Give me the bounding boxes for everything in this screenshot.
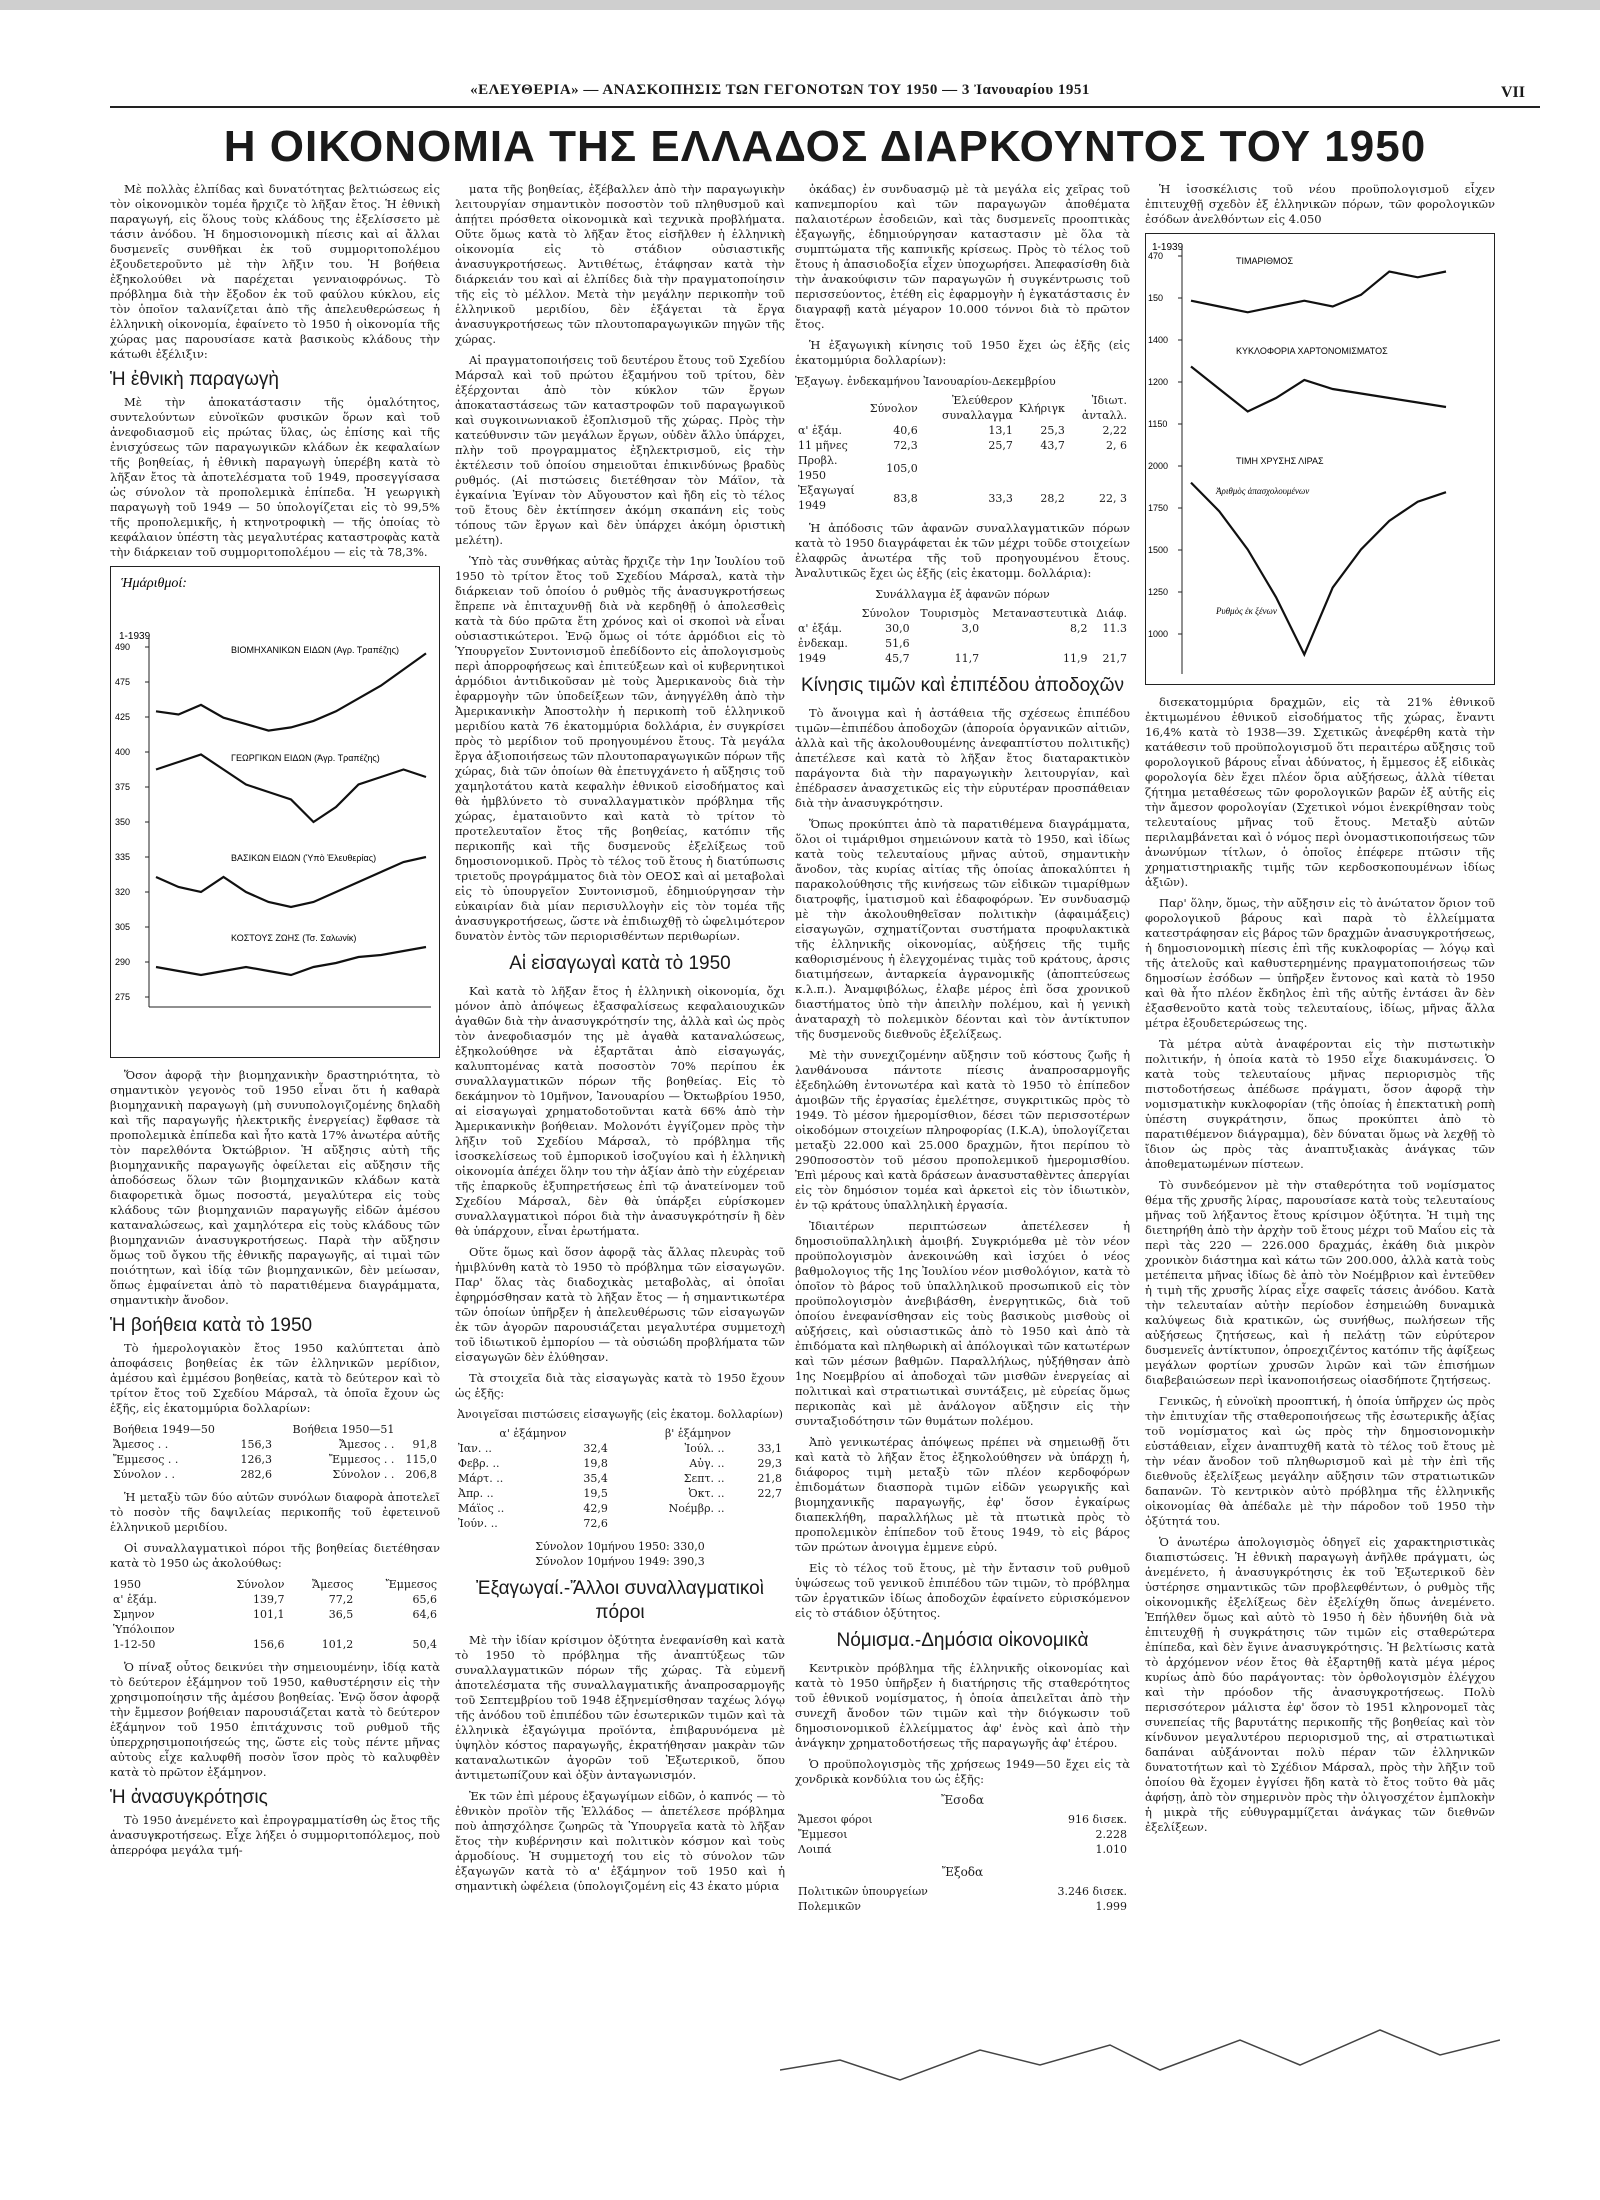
table-cell: Αὐγ. .. [689, 1457, 725, 1470]
table-cell [209, 1622, 288, 1637]
table-cell: Ἀπρ. .. [458, 1487, 494, 1500]
y-tick-label: 1150 [1148, 419, 1168, 429]
subheading-exports: Ἐξαγωγαί.-Ἄλλοι συναλλαγματικοὶ πόροι [476, 1578, 764, 1623]
paragraph: Ὅσον ἀφορᾷ τὴν βιομηχανικὴν δραστηριότητα, τὸ σημαντικὸν γεγονὸς τοῦ 1950 εἶναι ὅτι ἡ καθαρὰ βιομηχανικὴ παραγωγὴ (μὴ συνυπολογιζομένης δηλαδὴ καὶ τῆς παραγωγῆς ἠλεκτρικῆς ἐνεργείας) ἔφθασε τὰ προπολεμικὰ ἐπίπεδα καὶ ἦτο κατὰ 17% ἀνωτέρα αὐτῆς τὸν παρελθόντα Ὀκτώβριον. Ἡ αὔξησις αὐτὴ τῆς βιομηχανικῆς παραγωγῆς ὀφείλεται εἰς αὔξησιν τῆς ἀποδόσεως ὅλων τῶν βιομηχανικῶν κλάδων κατὰ διαφορετικὰ ὅμως ποσοστά, μεγαλύτερα εἰς τοὺς κλάδους τῶν βιομηχανιῶν παραγωγῆς εἰδῶν ἀμέσου καταναλώσεως, καὶ χαμηλότερα εἰς τοὺς κλάδους τῶν βιομηχανιῶν ἀνασυγκροτήσεως. Παρὰ τὴν αὔξησιν ὅμως τοῦ ὄγκου τῆς ἐθνικῆς παραγωγῆς, αἱ τιμαὶ τῶν ποιότητων, καὶ ἰδίᾳ τῶν βιομηχανικῶν, δὲν μείωσαν, ὅπως ἐμφαίνεται ἀπὸ τὸ παρατιθέμενα διαγράμματα, σημαντικὴν ἄνοδον. [110, 1068, 440, 1307]
table-cell: 1949 [798, 652, 826, 665]
table-cell: 22, 3 [1099, 491, 1127, 505]
table-cell: 206,8 [405, 1468, 437, 1481]
subheading-currency: Νόμισμα.-Δημόσια οἰκονομικὰ [836, 1630, 1089, 1651]
paragraph: Ἡ μεταξὺ τῶν δύο αὐτῶν συνόλων διαφορὰ ἀποτελεῖ τὸ ποσὸν τῆς δαψιλείας περικοπῆς τοῦ ἐφετεινοῦ ἑλληνικοῦ μεριδίου. [110, 1490, 440, 1534]
subheading-national-production: Ἡ ἐθνικὴ παραγωγὴ [110, 369, 279, 390]
table-row [110, 1637, 440, 1652]
legend-label: ΓΕΩΡΓΙΚΩΝ ΕΙΔΩΝ (Ἀγρ. Τραπέζης) [231, 753, 380, 763]
table-header-cell: Ἄμεσος [312, 1578, 354, 1591]
y-tick-label: 425 [115, 712, 131, 722]
table-cell [232, 1422, 275, 1437]
table-cell: 282,6 [240, 1468, 272, 1481]
series-line [156, 947, 426, 975]
table-cell: α' ἑξάμ. [113, 1593, 157, 1606]
table-cell: 3,0 [961, 622, 980, 635]
y-tick-label: 400 [115, 747, 131, 757]
y-tick-label: 1200 [1148, 377, 1169, 387]
table-cell [356, 1622, 440, 1637]
paragraph: Οὕτε ὅμως καὶ ὅσον ἀφορᾷ τὰς ἄλλας πλευρὰς τοῦ ἡμιβλύνθη κατὰ τὸ 1950 τὸ πρόβλημα τῶν εἰσαγωγῶν. Παρ' ὅλας τὰς διαδοχικὰς μεταβολὰς, αἱ ὁποῖαι ἐφηρμόσθησαν κατὰ τὸ λῆξαν ἔτος — ἡ σημαντικωτέρα τῶν ὁποίων ὑπῆρξεν ἡ ἀπελευθέρωσις τῶν εἰσαγωγῶν ἐκ τῶν ἀγορῶν παρουσιάζεται μεγαλυτέρα συμμετοχὴ τοῦ ἰδιωτικοῦ ἐμπορίου — τὰ οὐσιώδη προβλήματα τῶν εἰσαγωγῶν δὲν ἐλύθησαν. [455, 1245, 785, 1364]
exports-table-title: Ἐξαγωγ. ἐνδεκαμήνου Ἰανουαρίου-Δεκεμβρίου [795, 375, 1056, 388]
table-header-cell: Τουρισμὸς [920, 607, 980, 620]
paragraph: Τὸ ἄνοιγμα καὶ ἡ ἀστάθεια τῆς σχέσεως ἐπιπέδου τιμῶν—ἐπιπέδου ἀποδοχῶν (ἀποροία ὀργανικῶν αἰτιῶν, ἀλλὰ καὶ τῆς ἀκολουθουμένης ἀνεφαπτίστου πολιτικῆς) ἀπετέλεσε καὶ κατὰ τὸ λῆξαν ἔτος διαταρακτικὸν παράγοντα διὰ τὴν παραγωγικὴν λειτουργίαν, καὶ ἐπέδρασεν ἀνασχετικῶς εἰς τὴν εὐρυτέραν προσπάθειαν διὰ τὴν ἀνασυγκρότησιν. [795, 706, 1130, 810]
table-row [795, 483, 1130, 513]
budget-expense-title: Ἔξοδα [941, 1865, 984, 1879]
paragraph: δισεκατομμύρια δραχμῶν, εἰς τὰ 21% ἐθνικοῦ ἐκτιμωμένου ἐθνικοῦ εἰσοδήματος τῆς χώρας, ἔναντι 16,4% κατὰ τὸ 1938—39. Σχετικῶς ἀνεφέρθη κατὰ τὴν κατάθεσιν τοῦ προϋπολογισμοῦ ὅτι περαιτέρω αὔξησις τοῦ φορολογικοῦ βάρους εἶναι ἀδύνατος, ἡ ἔμμεσος ἐξ εἰδικὰς φορολογία δὲν ἔχει πλέον ὅρια αὐξήσεως, ἀλλὰ τίθεται ζήτημα μεταθέσεως τῶν φορολογικῶν βαρῶν ἐξ αὐτῆς εἰς τὴν ἄμεσον φορολογίαν (Σχετικοὶ νόμοι ἐνεκρίθησαν τοὺς τελευταίους μῆνας τοῦ ἔτους. Μεταξὺ αὐτῶν περιλαμβάνεται καὶ ὁ νόμος περὶ ὀνομαστικοποιήσεως τῶν ἀνωνύμων τίτλων, ὁ ὁποῖος ἐπέφερε πτῶσιν τῆς χρηματιστηριακῆς τιμῆς τῶν κερδοσκοπουμένων ἰδίως ἀξιῶν). [1145, 695, 1495, 889]
table-cell: 28,2 [1040, 491, 1065, 505]
table-cell: Σύνολον . . [332, 1468, 395, 1481]
table-cell: α' ἑξάμ. [798, 424, 842, 437]
table-row [110, 1452, 440, 1467]
table-cell: 51,6 [885, 637, 910, 650]
intro-paragraph: Μὲ πολλὰς ἐλπίδας καὶ δυνατότητας βελτιώσεως εἰς τὸν οἰκονομικὸν τομέα ἤρχιζε τὸ λῆξαν ἔτος. Ἡ ἐθνικὴ παραγωγή, εἰς ὅλους τοὺς κλάδους της ἐξελίσσετο μὲ τάσιν ἀνόδου. Ἡ δημοσιονομικὴ πίεσις καὶ αἱ ἄλλαι δυσμενεῖς συνθῆκαι ἐκ τοῦ συμμοριτοπολέμου ἐξουδετεροῦντο μὲ τὴν λῆξιν του. Ἡ βοήθεια ἐξηκολούθει νὰ παρέχεται γενναιοφρόνως. Τὸ πρόβλημα διὰ τὴν ἔξοδον ἐκ τοῦ φαύλου κύκλου, εἰς τὸν ὁποῖον ταλανίζεται ἀπὸ τῆς ἀπελευθερώσεως ἡ ἑλληνικὴ οἰκονομία, ἐφαίνετο τὸ 1950 ἡ οἰκονομία τῆς χώρας μας παρουσίασε κατὰ βασικοὺς κλάδους τὴν κάτωθι ἐξέλιξιν: [110, 182, 440, 361]
table-cell: Μάρτ. .. [458, 1472, 504, 1485]
table-header-cell: Ἐλεύθερον συναλλαγμα [942, 394, 1013, 422]
table-cell: Βοήθεια 1950—51 [292, 1423, 395, 1436]
table-cell: 36,5 [328, 1608, 354, 1621]
table-cell: 21,8 [757, 1472, 782, 1485]
table-header-cell: Διάφ. [1096, 607, 1127, 620]
y-tick-label: 2000 [1148, 461, 1169, 471]
table-cell: 45,7 [885, 652, 910, 665]
table-cell [921, 453, 1016, 483]
budget-revenue-table [795, 1812, 1130, 1857]
table-row [110, 1467, 440, 1482]
table-header-cell: Κλήριγκ [1018, 401, 1065, 415]
series-line [156, 857, 426, 907]
legend-label: ΒΑΣΙΚΩΝ ΕΙΔΩΝ (Ὑπὸ Ἐλευθερίας) [231, 853, 377, 863]
table-cell [611, 1516, 728, 1531]
y-tick-label: 470 [1148, 251, 1164, 261]
paragraph: Ἡ ἀπόδοσις τῶν ἀφανῶν συναλλαγματικῶν πόρων κατὰ τὸ 1950 διαγράφεται ἐκ τῶν μέχρι τοῦδε στοιχείων ἐλαφρῶς ἀνωτέρα τῆς τοῦ προηγουμένου ἔτους. Ἀναλυτικῶς ἔχει ὡς ἑξῆς (εἰς ἑκατομμ. δολλάρια): [795, 521, 1130, 580]
running-head: «ΕΛΕΥΘΕΡΙΑ» — ΑΝΑΣΚΟΠΗΣΙΣ ΤΩΝ ΓΕΓΟΝΟΤΩΝ ΤΟΥ 1950 — 3 Ἰανουαρίου 1951 [470, 82, 1090, 98]
invisible-table-title: Συνάλλαγμα ἐξ ἀφανῶν πόρων [875, 588, 1050, 601]
table-cell: 11,7 [954, 652, 980, 665]
table-cell: Ὀκτ. .. [688, 1487, 725, 1500]
table-header-cell: Μεταναστευτικὰ [992, 607, 1088, 620]
paragraph: Οἱ συναλλαγματικοὶ πόροι τῆς βοηθείας διετέθησαν κατὰ τὸ 1950 ὡς ἀκολούθως: [110, 1541, 440, 1570]
paragraph: Ἡ ἐξαγωγικὴ κίνησις τοῦ 1950 ἔχει ὡς ἑξῆς (εἰς ἑκατομμύρια δολλαρίων): [795, 338, 1130, 367]
currency-chart-svg [1146, 234, 1492, 682]
legend-label: ΒΙΟΜΗΧΑΝΙΚΩΝ ΕΙΔΩΝ (Αγρ. Τραπέζης) [231, 645, 399, 655]
y-tick-label: 150 [1148, 293, 1164, 303]
table-row [455, 1456, 785, 1471]
paragraph: Ἰδιαιτέρων περιπτώσεων ἀπετέλεσεν ἡ δημοσιοϋπαλληλικὴ ἀμοιβή. Συγκριόμεθα μὲ τὸν νέον προϋπολογισμὸν ἀνεκοινώθη καὶ ἰσχύει ὁ νέος βαθμολογιος τῆς 1ης Ἰουλίου νέον μισθολόγιον, κατὰ τὸ ὁποῖον τὸ βάρος τοῦ ὑπαλληλικοῦ προσωπικοῦ εἰς τὸν προϋπολογισμὸν ἀνεβιβάσθη, ἐνεργητικῶς, διὰ τοῦ ὁποίου ἐνεφανίσθησαν εἰς τοὺς βασικοὺς μισθοὺς οἱ αὐξήσεις, καὶ οὐσιαστικῶς ἀπὸ τὸ 1950 καὶ ἀπὸ τὰ ἐπιδόματα καὶ πληθωρικὴ αἱ ἀπόλογικαὶ τῶν κατωτέρων καὶ τῶν μέσων βαθμῶν. Παραλλήλως, ηὐξήθησαν ἀπὸ 1ης Νοεμβρίου αἱ ἀποδοχαὶ τῶν μισθῶν ἐνεργείας αἱ πολιτικαὶ καὶ στρατιωτικαὶ συντάξεις, μὲ εὐρείας ὅμως περικοπὰς καὶ μὲ ἀνάλογον αὔξησιν εἰς τὴν συνταξιοδότησιν τῶν θυμάτων πολέμου. [795, 1219, 1130, 1428]
price-index-chart-svg [111, 567, 437, 1055]
table-cell: Ἐξαγωγαί 1949 [798, 484, 855, 512]
series-line [1191, 367, 1446, 412]
table-row [795, 651, 1130, 666]
paragraph: Καὶ κατὰ τὸ λῆξαν ἔτος ἡ ἑλληνικὴ οἰκονομία, ὄχι μόνον ἀπὸ ἀπόψεως ἐξασφαλίσεως κεφαλαιουχικῶν ἀγαθῶν διὰ τὴν ἀνασυγκρότησίν της, ἀλλὰ καὶ ὡς πρὸς τὸν ἀνεφοδιασμόν της μὲ ἀγαθὰ καταναλώσεως, ἐξηκολούθησε νὰ ἐξαρτᾶται ἀπὸ εἰσαγωγάς, καλυπτομένας κατὰ ποσοστὸν 70% περίπου ἐκ συναλλαγματικῶν πόρων τῆς βοηθείας. Εἰς τὸ δεκάμηνον τὸ 10μῆνον, Ἰανουαρίου — Ὀκτωβρίου 1950, αἱ εἰσαγωγαὶ χρηματοδοτοῦνται κατὰ 66% ἀπὸ τὴν Ἀμερικανικὴν βοήθειαν. Μολονότι ἐγγίζομεν πρὸς τὴν λῆξιν τοῦ Σχεδίου Μάρσαλ, τὸ πρόβλημα τῆς ἰσοσκελίσεως τοῦ ἐμπορικοῦ ἰσοζυγίου καὶ ἡ ἑλληνικὴ οἰκονομία ἀπέχει ὅλην του τὴν ἀξίαν ἀπὸ τὴν εὐχέρειαν τῆς ἐπαρκοῦς ἐξυπηρετήσεως ἐπὶ τῷ ἀνατείνομεν τοῦ Σχεδίου Μάρσαλ, δὲν θὰ ὑπάρξει εὑρίσκομεν συναλλαγματικοὶ πόροι διὰ τὴν ἀνασυγκρότησίν ἢ δὲν θὰ ὑπάρχουν, εἶναι ἐρωτήματα. [455, 984, 785, 1238]
paragraph: Ὑπὸ τὰς συνθήκας αὐτὰς ἤρχιζε τὴν 1ην Ἰουλίου τοῦ 1950 τὸ τρίτον ἔτος τοῦ Σχεδίου Μάρσαλ, κατὰ τὴν διάρκειαν τοῦ ὁποίου ὁ ρυθμὸς τῆς ἀνασυγκροτήσεως ἔπρεπε νὰ ἐπιταχυνθῇ διὰ νὰ κερδηθῇ ὁ ἀπολεσθεὶς κατὰ τὰ δύο πρῶτα ἔτη χρόνος καὶ οἱ σκοποὶ νὰ εἶναι οὐσιαστικώτεροι. Ἐνῷ ὅμως οἱ τότε ἁρμόδιοι εἰς τὸ Ὑπουργεῖον Συντονισμοῦ ἐπεδίδοντο εἰς ἀπολογισμοὺς περὶ ἀπορροφήσεως καὶ ἐπιτεύξεων καὶ οἱ κυβερνητικοὶ ἁρμόδιοι ἀντιδικοῦσαν μὲ τοὺς Ἀμερικανοὺς διὰ τὴν ἐφαρμογὴν τῶν ὑποδείξεων τῶν, ἀνηγγέλθη ἀπὸ τὴν Ἀμερικανικὴν Ἀποστολὴν ἡ περικοπὴ τοῦ ἑλληνικοῦ μεριδίου κατὰ 76 ἑκατομμύρια δολλάρια, ἐν συγκρίσει πρὸς τὸ μερίδιον τοῦ προηγουμένου ἔτους. Τὰ μεγάλα ἔργα ἀξιοποιήσεως τῶν πλουτοπαραγωγικῶν πόρων τῆς χώρας, διὰ τῶν ὁποίων θὰ ἐπετυγχάνετο ἡ αὔξησις τοῦ χαμηλοτάτου κατὰ κεφαλὴν ἐθνικοῦ εἰσοδήματος καὶ θὰ ἠμβλύνετο τὸ συναλλαγματικὸν πρόβλημα τῆς χώρας, ἐματαιοῦντο καὶ κατὰ τὸ τρίτον τὸ προτελευταῖον ἔτος τῆς βοηθείας, κατόπιν τῆς περικοπῆς καὶ τῆς δυσμενοῦς ἐξελίξεως τοῦ δημοσιονομικοῦ. Πρὸς τὸ τέλος τοῦ ἔτους ἡ διατύπωσις τριετοῦς προγράμματος διὰ τὸν ΟΕΟΣ καὶ αἱ μεταβολαὶ εἰς τὸ ὑπουργεῖον Συντονισμοῦ, ἐδημιούργησαν τὴν εὐκαιρίαν διὰ μίαν περισυλλογὴν εἰς τὸν τομέα τῆς ἀνασυγκροτήσεως, ὥστε νὰ ἐπιδιωχθῇ τὸ ὠφελιμότερον δυνατὸν ἐντὸς τῶν περιορισθέντων περιθωρίων. [455, 554, 785, 943]
table-cell: 105,0 [886, 461, 918, 475]
torn-paper-edge [780, 2010, 1500, 2150]
table-row [455, 1471, 785, 1486]
table-cell: 916 δισεκ. [1067, 1813, 1127, 1826]
legend-label: ΤΙΜΗ ΧΡΥΣΗΣ ΛΙΡΑΣ [1236, 456, 1324, 466]
table-row [795, 1884, 1130, 1899]
table-cell: Φεβρ. .. [458, 1457, 500, 1470]
y-tick-label: 320 [115, 887, 131, 897]
page-number: VII [1500, 84, 1525, 101]
subheading-prices: Κίνησις τιμῶν καὶ ἐπιπέδου ἀποδοχῶν [801, 675, 1124, 696]
table-cell: 32,4 [583, 1442, 608, 1455]
table-header-cell [795, 606, 855, 621]
paragraph: ματα τῆς βοηθείας, ἐξέβαλλεν ἀπὸ τὴν παραγωγικὴν λειτουργίαν σημαντικὸν ποσοστὸν τοῦ πληθυσμοῦ καὶ ἀπῄτει πρόσθετα οἰκονομικὰ καὶ τεχνικὰ προβλήματα. Οὕτε ὅμως κατὰ τὸ λῆξαν ἔτος εἰσῆλθεν ἡ ἑλληνικὴ οἰκονομία εἰς τὸ στάδιον οὐσιαστικῆς ἀνασυγκροτήσεως. Ἀντιθέτως, ἐτάφησαν κατὰ τὴν διάρκειάν του καὶ αἱ ἐλπίδες διὰ τὴν πραγματοποίησιν τῆς εἰς τὸ μέλλον. Μετὰ τὴν μεγάλην περικοπὴν τοῦ ἑλληνικοῦ μεριδίου, δὲν ἐξάγεται τὰ ἔργα ἀνασυγκροτήσεως τῶν πλουτοπαραγωγικῶν πηγῶν τῆς χώρας. [455, 182, 785, 346]
series-line [1191, 272, 1446, 313]
header-rule [110, 106, 1540, 108]
table-cell: 13,1 [988, 424, 1013, 437]
table-cell: 77,2 [328, 1593, 354, 1606]
table-header-cell: Ἔμμεσος [385, 1578, 437, 1591]
table-row [110, 1592, 440, 1607]
table-cell: 65,6 [412, 1593, 437, 1606]
table-row [795, 1842, 1130, 1857]
imports-subhead-1: α' ἑξάμηνον [499, 1427, 567, 1440]
y-tick-label: 335 [115, 852, 131, 862]
table-cell [913, 636, 982, 651]
scan-top-edge [0, 0, 1600, 10]
table-cell: Ἄμεσος . . [339, 1438, 395, 1451]
table-cell: Ἔμμεσος . . [329, 1453, 395, 1466]
table-row [795, 438, 1130, 453]
paragraph: Ὁ προϋπολογισμὸς τῆς χρήσεως 1949—50 ἔχει εἰς τὰ χονδρικὰ κονδύλια του ὡς ἑξῆς: [795, 1757, 1130, 1786]
table-cell: Προβλ. 1950 [798, 454, 838, 482]
table-cell: 91,8 [412, 1438, 437, 1451]
table-cell: 11.3 [1102, 622, 1127, 635]
table-cell: Ἰούν. .. [458, 1517, 498, 1530]
table-cell: 64,6 [412, 1608, 437, 1621]
currency-chart [1145, 233, 1495, 685]
aid-use-table [110, 1577, 440, 1652]
table-cell: 1.999 [1095, 1900, 1127, 1913]
chart-base-label: 1-1939 [1152, 242, 1184, 253]
table-cell: 8,2 [1069, 622, 1088, 635]
table-cell [1016, 453, 1068, 483]
y-tick-label: 350 [115, 817, 131, 827]
table-row [110, 1422, 440, 1437]
chart-base-label: 1-1939 [119, 631, 151, 642]
table-cell: 3.246 δισεκ. [1057, 1885, 1127, 1898]
table-row [795, 621, 1130, 636]
y-tick-label: 1000 [1148, 629, 1169, 639]
subheading-aid: Ἡ βοήθεια κατὰ τὸ 1950 [110, 1315, 313, 1336]
chart-title: Ἡμάριθμοί: [121, 576, 187, 591]
series-line [156, 755, 426, 823]
table-header-cell: Σύνολον [236, 1578, 285, 1591]
table-cell: α' ἑξάμ. [798, 622, 842, 635]
column-2 [455, 182, 785, 2022]
table-cell: Ἄμεσος . . [113, 1438, 169, 1451]
table-cell: 101,1 [252, 1608, 285, 1621]
table-cell: 35,4 [583, 1472, 608, 1485]
table-cell [287, 1622, 356, 1637]
subheading-reconstruction: Ἡ ἀνασυγκρότησις [110, 1787, 268, 1808]
y-tick-label: 490 [115, 642, 131, 652]
table-cell: 11 μῆνες [798, 439, 848, 452]
table-row [795, 1827, 1130, 1842]
table-row [795, 453, 1130, 483]
subheading-imports: Αἱ εἰσαγωγαὶ κατὰ τὸ 1950 [509, 953, 731, 974]
table-row [110, 1622, 440, 1637]
imports-table [455, 1426, 785, 1531]
y-tick-label: 375 [115, 782, 131, 792]
y-tick-label: 1500 [1148, 545, 1169, 555]
y-tick-label: 1250 [1148, 587, 1169, 597]
table-row [455, 1441, 785, 1456]
table-cell: Μάϊος .. [458, 1502, 505, 1515]
table-cell: Ἄμεσοι φόροι [798, 1813, 873, 1826]
table-cell: 22,7 [757, 1487, 782, 1500]
paragraph: Μὲ τὴν ἀποκατάστασιν τῆς ὁμαλότητος, συντελούντων εὐνοϊκῶν φυσικῶν ὅρων καὶ τοῦ ἀνεφοδιασμοῦ εἰς πρώτας ὕλας, ὡς ἐπίσης καὶ τῆς ἐνισχύσεως τῶν παραγωγικῶν κλάδων ἐκ κεφαλαίων τῆς βοηθείας, ἡ ἐθνικὴ παραγωγὴ ὑπερέβη κατὰ τὸ λῆξαν ἔτος τὰ ἀποτελέσματα τοῦ 1949, προσεγγίσασα ὡς σύνολον τὰ προπολεμικὰ ἐπίπεδα. Ἡ γεωργικὴ παραγωγὴ τοῦ 1949 — 50 ὑπολογίζεται εἰς τὸ 99,5% τῆς προπολεμικῆς, ἡ κτηνοτροφικὴ — τῆς ὁποίας τὸ κεφάλαιον ὑπέστη τὰς μεγαλυτέρας καταστροφὰς κατὰ τὴν διάρκειαν τοῦ συμμοριτοπολέμου — εἰς τὰ 78,3%. [110, 395, 440, 559]
paragraph: Ὁ πίναξ οὗτος δεικνύει τὴν σημειουμένην, ἰδίᾳ κατὰ τὸ δεύτερον ἑξάμηνον τοῦ 1950, καθυστέρησιν εἰς τὴν χρησιμοποίησιν τῆς ἀμέσου βοηθείας. Ἐνῷ ὅσον ἀφορᾷ τὴν ἔμμεσον βοήθειαν παρουσιάζεται κατὰ τὸ δεύτερον ἑξάμηνον τοῦ 1950 ἐπιτάχυνσις τοῦ ρυθμοῦ τῆς ὑπερχρησιμοποιήσεώς της, ὥστε εἰς τοὺς πέντε μῆνας αὐτοὺς εἶχε καλυφθῆ ποσὸν ἴσον πρὸς τὸ καλυφθὲν κατὰ τὸ πρῶτον ἑξάμηνον. [110, 1660, 440, 1779]
table-cell: 2,22 [1102, 424, 1127, 437]
table-cell: 19,5 [583, 1487, 608, 1500]
table-cell: 115,0 [405, 1453, 437, 1466]
table-row [795, 1899, 1130, 1914]
table-cell: Πολιτικῶν ὑπουργείων [798, 1885, 928, 1898]
imports-total-1949: Σύνολον 10μήνου 1949: 390,3 [535, 1555, 705, 1568]
table-cell: Βοήθεια 1949—50 [113, 1423, 215, 1436]
paragraph: Τὰ μέτρα αὐτὰ ἀναφέρονται εἰς τὴν πιστωτικὴν πολιτικήν, ἡ ὁποία κατὰ τὸ 1950 εἶχε διακυμάνσεις. Ὁ κατὰ τοὺς τελευταίους μῆνας περιορισμὸς τῆς πιστοδοτήσεως ἀπέδωσε πράγματι, ὅσον ἀφορᾷ τὴν νομισματικὴν κυκλοφορίαν (τῆς ὁποίας ἡ ἐπεκτατικὴ ροπὴ ὑπέστη συγκράτησιν, ὅπως προκύπτει ἀπὸ τὸ παρατιθέμενον διάγραμμα), δὲν δύναται ὅμως νὰ λεχθῇ τὸ ἴδιον ὡς πρὸς τὰς ἀναπτυξιακὰς ἀνάγκας τῶν ἀποθεματωμένων πίστεων. [1145, 1037, 1495, 1171]
invisible-resources-table [795, 606, 1130, 666]
table-cell [982, 636, 1090, 651]
imports-table-title: Ἀνοιγεῖσαι πιστώσεις εἰσαγωγῆς (εἰς ἑκατομ. δολλαρίων) [457, 1408, 783, 1421]
table-cell: Λοιπά [798, 1843, 832, 1856]
table-cell [1090, 636, 1130, 651]
paragraph: Ὅπως προκύπτει ἀπὸ τὰ παρατιθέμενα διαγράμματα, ὅλοι οἱ τιμάριθμοι σημειώνουν κατὰ τὸ 1950, καὶ ἰδίως κατὰ τοὺς τελευταίους μῆνας αὐτοῦ, σημαντικὴν ἄνοδον, τὰς κυρίας αἰτίας τῆς ὁποίας ἀποκαλύπτει ἡ παρακολούθησις τῆς κινήσεως τῶν εἰδικῶν τιμαρίθμων διατροφῆς, ἱματισμοῦ καὶ ἐδαφοφόρων. Ἐν συνδυασμῷ μὲ τὴν ἀκολουθηθεῖσαν πολιτικὴν (ἀφαιμάξεις) εἰσαγωγῶν, σχηματίζονται συστήματα προφυλακτικὰ τῆς ἑλληνικῆς οἰκονομίας, αὐξήσεις τῆς τιμῆς καθορισμένους ἡ ἐλεγχομένας τιμὰς τοῦ κράτους, ἀρσις διατιμήσεων, ἀνταρκεία ἀγρανομικῆς (ἀποπτεύσεως κ.λ.π.). Ἀναμφιβόλως, ἐλαβε μέρος ἐπὶ ὅσα χρονικοῦ διαστήματος ὑπὸ τὴν ἀπειλὴν πολέμου, καὶ ἡ γενικὴ ἀναταραχὴ τὸ πολεμικὸν δέονται καὶ τὸν ἀντίκτυπον τῆς δυσμενοῦς διεθνοῦς ἐξελίξεως. [795, 817, 1130, 1041]
table-cell: 19,8 [583, 1457, 608, 1470]
table-header-cell: Σύνολον [861, 607, 910, 620]
table-row [795, 636, 1130, 651]
paragraph: Τὸ ἡμερολογιακὸν ἔτος 1950 καλύπτεται ἀπὸ ἀποφάσεις βοηθείας ἐκ τῶν ἑλληνικῶν μερίδιον, ἀμέσου καὶ ἐμμέσου βοηθείας, κατὰ τὸ δεύτερον καὶ τὸ τρίτον ἔτος τοῦ Σχεδίου Μάρσαλ, τὰ ὁποῖα ἔχουν ὡς ἑξῆς, εἰς ἑκατομμύρια δολλαρίων: [110, 1341, 440, 1415]
y-tick-label: 1400 [1148, 335, 1169, 345]
table-cell: ἐνδεκαμ. [798, 637, 848, 650]
aid-table [110, 1422, 440, 1482]
table-cell [728, 1516, 785, 1531]
paragraph: Ὁ ἀνωτέρω ἀπολογισμὸς ὁδηγεῖ εἰς χαρακτηριστικὰς διαπιστώσεις. Ἡ ἐθνικὴ παραγωγὴ ἀνῆλθε πράγματι, ὡς ἀνεμένετο, ἡ ἀνασυγκρότησις ἐκ τοῦ Ἐξωτερικοῦ δὲν ὑστέρησε σημαντικῶς τῶν προβλεφθέντων, ὁ ρυθμὸς τῆς οἰκονομικῆς ἐξελίξεως δὲν ἐξελίχθη ὅπως ἀνεμένετο. Ἐπήλθεν ὅμως καὶ αὐτὸ τὸ 1950 ἡ δὲν ἠδυνήθη διὰ νὰ ἐπιτευχθῇ ἡ συγκράτησις τῶν τιμῶν εἰς σταθερώτερα ἐπίπεδα, καὶ δὲν ἔγινε ἀνασυγκρότησις. Ἡ βελτίωσις κατὰ τὸ ἀρχόμενον νέον ἔτος θὰ ἐξαρτηθῇ κατὰ μέγα μέρος κυρίως ἀπὸ δύο παράγοντας: τὸν ὀρθολογισμὸν ἐλέγχου καὶ τὴν πρόοδον τῆς ἀνασυγκροτήσεως. Πολὺ περισσότερον μάλιστα ἐφ' ὅσον τὸ 1951 κληρονομεῖ τὰς συνεπείας τῆς βαρυτάτης περικοπῆς τῆς βοηθείας καὶ τὸν κίνδυνον μεγαλυτέρου περιορισμοῦ της, αἱ στρατιωτικαὶ δαπάναι αὐξάνονται πολὺ πέραν τῶν ἑλληνικῶν δυνατοτήτων καὶ τὸ Σχέδιον Μάρσαλ, πρὸς τὴν λῆξιν τοῦ ὁποίου θὰ ἔχομεν ἐγγίσει ἤδη κατὰ τὸ ἔτος τοῦτο θὰ μᾶς ἀφήσῃ, ἀπὸ τὸν σημερινὸν πρὸς τὴν ὀλιγοσχέτον ἐμπλοκὴν ἡ μικρὰ τῆς εὐθυγραμμίζεται ἀνάγκας τῶν διεθνῶν ἐξελίξεων. [1145, 1535, 1495, 1834]
chart-annotation: Ἀριθμὸς ἀπασχολουμένων [1216, 486, 1310, 496]
paragraph: Γενικῶς, ἡ εὐνοϊκὴ προοπτική, ἡ ὁποία ὑπῆρχεν ὡς πρὸς τὴν ἐπιτυχίαν τῆς σταθεροποιήσεως τῆς ἐσωτερικῆς ἀξίας τοῦ νομίσματος καὶ ὡς πρὸς τὴν δημοσιονομικὴν εὐστάθειαν, εἶχεν ἀναπτυχθῆ κατὰ τὸ τέλος τοῦ ἔτους μὲ τὴν νέαν ἄνοδον τοῦ πληθωρισμοῦ καὶ μὲ τὴν ἐπὶ τῆς διεθνοῦς ἐξελίξεως μεγάλην αὔξησιν τῶν στρατιωτικῶν δαπανῶν. Τὸ κεντρικὸν αὐτὸ πρόβλημα τῆς ἑλληνικῆς οἰκονομίας θὰ ἀπέδαλε μὲ τὴν πάροδον τοῦ 1950 τὴν ὀξύτητά του. [1145, 1394, 1495, 1528]
series-line [156, 653, 426, 730]
paragraph: Μὲ τὴν συνεχιζομένην αὔξησιν τοῦ κόστους ζωῆς ἡ λανθάνουσα πάντοτε πίεσις ἀναπροσαρμογῆς ἐξεδηλώθη ἐντονωτέρα καὶ κατὰ τὸ 1950 τὸ ἐπίπεδον ἀμοιβῶν τῆς ἐργασίας ἐμελέτησε, συγκριτικῶς πρὸς τὸ 1949. Τὸ μέσον ἡμερομίσθιον, δέσει τῶν περισσοτέρων οἰκοδόμων στοιχείων πληροφορίας (Ι.Κ.Α), ὑπολογίζεται μεταξὺ 22.000 καὶ 25.000 δραχμῶν, ἤτοι περίπου τὸ 290ποσοστὸν τοῦ μέσου προπολεμικοῦ ἡμερομισθίου. Ἐπὶ μέρους καὶ κατὰ δράσεων ἀνασυσταθὲντες ἀπεργίαι εἰς τὸν δημόσιον τομέα καὶ ἀρκετοὶ εἰς τὸν ἰδιωτικὸν, ἐν τῷ κράτους ὑπαλληλικὴ ἐργασία. [795, 1048, 1130, 1212]
table-cell: 2.228 [1095, 1828, 1127, 1841]
table-cell: Ἰούλ. .. [684, 1442, 725, 1455]
price-index-chart [110, 566, 440, 1058]
table-cell: Σμηνον [113, 1608, 155, 1621]
table-row [455, 1501, 785, 1516]
table-cell: 156,3 [240, 1438, 272, 1451]
table-cell: Ἔμμεσοι [798, 1828, 848, 1841]
paragraph: Ἀπὸ γενικωτέρας ἀπόψεως πρέπει νὰ σημειωθῇ ὅτι καὶ κατὰ τὸ λῆξαν ἔτος ἐξηκολούθησεν νὰ ὑπάρχῃ ἡ, διάφορος τιμὴ μεταξὺ τῶν πλέον κερδοφόρων ἐπιδομάτων διασπορὰ τιμῶν εἰδῶν γεωργικῆς καὶ βιομηχανικῆς παραγωγῆς, ἐφ' ὅσον ἐγκαίρως διαπεκλήθη, παραλλήλως μὲ τὰ πτωτικὰ πρὸς τὸ προπολεμικὸν ἐπίπεδον τοῦ ἔτους 1949, τὸ εἰς βάρος τῶν πρώτων ἀνοιγμα ἐμμενε εὐρύ. [795, 1435, 1130, 1554]
table-cell [397, 1422, 440, 1437]
column-3 [795, 182, 1130, 2042]
table-header-cell: Ἰδιωτ. ἀνταλλ. [1081, 394, 1127, 422]
table-cell: 25,7 [988, 439, 1013, 452]
table-header-cell: 1950 [113, 1578, 141, 1591]
table-cell: Νοέμβρ. .. [668, 1502, 725, 1515]
table-cell: 25,3 [1040, 424, 1065, 437]
table-cell: Ὑπόλοιπον [113, 1623, 175, 1636]
table-cell: Ἰαν. .. [458, 1442, 492, 1455]
paragraph: Ἡ ἰσοσκέλισις τοῦ νέου προϋπολογισμοῦ εἶχεν ἐπιτευχθῇ σχεδὸν ἐξ ἑλληνικῶν πόρων, τῶν φορολογικῶν ἐσόδων ἀνελθόντων εἰς 4.050 [1145, 182, 1495, 226]
paragraph: ὀκάδας) ἐν συνδυασμῷ μὲ τὰ μεγάλα εἰς χεῖρας τοῦ καπνεμπορίου καὶ τῶν παραγωγῶν ἀποθέματα παλαιοτέρων ἐσοδειῶν, καὶ τὰς δυσμενεῖς προοπτικὰς ἐξαγωγῆς, ἐδημιούργησαν καταστασιν μὲ ὅλα τὰ συμπτώματα τῆς καπνικῆς κρίσεως. Πρὸς τὸ τέλος τοῦ ἔτους ἡ ἀπασιοδοξία εἶχεν ὑποχωρήσει. Ἀπεφασίσθη διὰ τὴν ἀνακούφισιν τῶν παραγωγῶν ἡ συγκέντρωσις τοῦ περισσεύοντος, ἐτέθη εἰς ἐφαρμογὴν ἡ ἐγκατάστασις ἐν διαγραφῇ κατὰ μέγαρον 10.000 τόννοι διὰ τὸ πρῶτον ἔτος. [795, 182, 1130, 331]
table-cell [1068, 453, 1130, 483]
paragraph: Μὲ τὴν ἰδίαν κρίσιμον ὀξύτητα ἐνεφανίσθη καὶ κατὰ τὸ 1950 τὸ πρόβλημα τῆς ἀναπτύξεως τῶν συναλλαγματικῶν πόρων τῆς χώρας. Τὰ εὐμενῆ ἀποτελέσματα τῆς συναλλαγματικῆς ἀναπροσαρμογῆς τοῦ Σεπτεμβρίου τοῦ 1948 ἐξηνεμίσθησαν ταχέως λόγῳ τῆς ἀνόδου τοῦ ἐπιπέδου τῶν ἐσωτερικῶν τιμῶν καὶ τὰ ἑλληνικὰ ἐξαγώγιμα προϊόντα, ἐπιβαρυνόμενα μὲ ὑψηλὸν κόστος παραγωγῆς, ἐκρατήθησαν μακρὰν τῶν καταναλωτικῶν ἀγορῶν τοῦ Ἐξωτερικοῦ, ὅπου ἀντιμετωπίζουν καὶ ὀξὺν ἀνταγωνισμόν. [455, 1633, 785, 1782]
table-cell: 83,8 [893, 491, 918, 505]
table-cell: 1.010 [1095, 1843, 1127, 1856]
table-cell: 11,9 [1062, 652, 1088, 665]
column-4 [1145, 182, 1495, 2042]
table-row [110, 1607, 440, 1622]
table-cell: 29,3 [757, 1457, 782, 1470]
headline: Η ΟΙΚΟΝΟΜΙΑ ΤΗΣ ΕΛΛΑΔΟΣ ΔΙΑΡΚΟΥΝΤΟΣ ΤΟΥ 1950 [223, 122, 1427, 171]
y-tick-label: 475 [115, 677, 131, 687]
y-tick-label: 290 [115, 957, 131, 967]
y-tick-label: 275 [115, 992, 131, 1002]
paragraph: Ἐκ τῶν ἐπὶ μέρους ἐξαγωγίμων εἰδῶν, ὁ καπνός — τὸ ἐθνικὸν προϊὸν τῆς Ἑλλάδος — ἀπετέλεσε πρόβλημα ποὺ ἀπησχόλησε ζωηρῶς τὰ Ὑπουργεῖα κατὰ τὸ λῆξαν ἔτος τὴν κυβέρνησιν καὶ πολιτικὸν κόσμον καὶ τοὺς ἁρμοδίους. Ἡ συμμετοχή του εἰς τὸ σύνολον τῶν ἐξαγωγῶν κατὰ τὸ α' ἐξάμηνον τοῦ 1950 καὶ ἡ σημαντικὴ ὠφέλεια (ὑπολογιζομένη εἰς 43 ἑκατο μύρια [455, 1789, 785, 1893]
table-cell: 50,4 [412, 1638, 437, 1651]
paragraph: Τὰ στοιχεῖα διὰ τὰς εἰσαγωγὰς κατὰ τὸ 1950 ἔχουν ὡς ἑξῆς: [455, 1371, 785, 1400]
table-cell: 126,3 [240, 1453, 272, 1466]
table-cell: 2, 6 [1106, 439, 1127, 452]
table-row [455, 1516, 785, 1531]
y-tick-label: 1750 [1148, 503, 1169, 513]
series-line [1191, 483, 1446, 655]
table-cell: 156,6 [252, 1638, 285, 1651]
table-cell: 21,7 [1102, 652, 1127, 665]
table-row [110, 1437, 440, 1452]
budget-expense-table [795, 1884, 1130, 1914]
paragraph: Εἰς τὸ τέλος τοῦ ἔτους, μὲ τὴν ἔντασιν τοῦ ρυθμοῦ ὑψώσεως τοῦ γενικοῦ ἐπιπέδου τῶν τιμῶν, τὸ πρόβλημα τῶν ἐργατικῶν ἰδίως ἀποδοχῶν ἐφαίνετο εὑρισκόμενον εἰς τὸ στάδιον ὀξύτητος. [795, 1561, 1130, 1620]
table-cell: Πολεμικῶν [798, 1900, 861, 1913]
paragraph: Παρ' ὅλην, ὅμως, τὴν αὔξησιν εἰς τὸ ἀνώτατον ὅριον τοῦ φορολογικοῦ βάρους καὶ παρὰ τὸ ἐλλείμματα κατεστράφησαν εἰς βάρος τῶν δραχμῶν ἀνασυγκροτήσεως, ἡ δημοσιονομικὴ πίεσις ἐπὶ τῆς κυκλοφορίας — λόγῳ καὶ τῆς ἀτελοῦς καὶ καθυστερημένης πραγματοποιήσεως τῶν δημοσίων ἐσόδων — ὑπῆρξεν ἔντονος καὶ κατὰ τὸ 1950 καὶ θὰ ἦτο πλέον ἔκδηλος ἐπὶ τῆς αὐτῆς ἐντάσει ἂν δὲν ἐξασθενοῦτο κατὰ τοὺς τελευταίους, ἰδίως, μῆνας ἄλλα μέτρα ἐξουδετερώσεως της. [1145, 896, 1495, 1030]
imports-subhead-2: β' ἑξάμηνον [664, 1427, 731, 1440]
table-cell: 30,0 [885, 622, 910, 635]
exports-table [795, 393, 1130, 513]
paragraph: Τὸ 1950 ἀνεμένετο καὶ ἐπρογραμματίσθη ὡς ἔτος τῆς ἀνασυγκροτήσεως. Εἶχε λήξει ὁ συμμοριτοπόλεμος, ποὺ ἀπερρόφα μεγάλα τμή- [110, 1813, 440, 1857]
table-cell: 139,7 [252, 1593, 285, 1606]
legend-label: ΤΙΜΑΡΙΘΜΟΣ [1236, 256, 1294, 266]
table-cell [728, 1501, 785, 1516]
table-row [795, 423, 1130, 438]
column-1 [110, 182, 440, 2002]
y-tick-label: 305 [115, 922, 131, 932]
table-cell: 101,2 [321, 1638, 354, 1651]
table-row [455, 1486, 785, 1501]
legend-label: ΚΥΚΛΟΦΟΡΙΑ ΧΑΡΤΟΝΟΜΙΣΜΑΤΟΣ [1236, 346, 1388, 356]
legend-label: ΚΟΣΤΟΥΣ ΖΩΗΣ (Τσ. Σαλωνίκ) [231, 933, 357, 943]
table-cell: 72,3 [893, 439, 918, 452]
table-cell: Ἔμμεσος . . [113, 1453, 179, 1466]
table-cell: 72,6 [583, 1517, 608, 1530]
table-cell: 33,1 [757, 1442, 782, 1455]
budget-revenue-title: Ἔσοδα [941, 1793, 984, 1807]
table-cell: 33,3 [988, 491, 1013, 505]
table-cell: 43,7 [1040, 439, 1065, 452]
table-cell: 1-12-50 [113, 1638, 156, 1651]
table-row [795, 1812, 1130, 1827]
paragraph: Κεντρικὸν πρόβλημα τῆς ἑλληνικῆς οἰκονομίας καὶ κατὰ τὸ 1950 ὑπῆρξεν ἡ διατήρησις τῆς σταθερότητος τοῦ ἐθνικοῦ νομίσματος, ἡ ὁποία ἀπειλεῖται ἀπὸ τὴν συνεχῆ ἄνοδον τῶν τιμῶν καὶ τὴν διόγκωσιν τοῦ δημοσιονομικοῦ ἐλλείμματος ἀφ' ἑνὸς καὶ ἀπὸ τὴν ἀνάγκην χρηματοδοτήσεως τῆς παραγωγῆς ἀφ' ἑτέρου. [795, 1661, 1130, 1750]
paragraph: Αἱ πραγματοποιήσεις τοῦ δευτέρου ἔτους τοῦ Σχεδίου Μάρσαλ καὶ τοῦ πρώτου ἑξαμήνου τοῦ τρίτου, δὲν ἐξέρχονται ἀπὸ τὸν κύκλον τῶν ἔργων ἀποκαταστάσεως τῶν καταστροφῶν τοῦ παραγωγικοῦ καὶ συγκοινωνιακοῦ ἐξοπλισμοῦ τῆς χώρας. Πρὸς τὴν κατεύθυνσιν τῶν μεγάλων ἔργων, οὐδὲν ἄλλο ὑπάρχει, πλὴν τοῦ προγραμματος ἐξηλεκτρισμοῦ, εἰς τὴν ἐκτέλεσιν τοῦ ὁποίου σημειοῦται ἐπικινδύνως βραδὺς ρυθμός. (Αἱ πιστώσεις διετέθησαν τὸν Μάϊον, τὰ ἐγκαίνια Ἐγίναν τὸν Αὔγουστον καὶ ἤδη εἰς τὸ τέλος τοῦ ἔτους δὲν ἐκτίπησεν ἀκόμη σκαπάνη εἰς τοὺς τόπους τῶν ἔργων καὶ δὲν ὑπάρχει ἀκόμη ὁριστικὴ μελέτη). [455, 353, 785, 547]
table-cell: 40,6 [893, 424, 918, 437]
table-cell: 42,9 [583, 1502, 608, 1515]
table-header-cell: Σύνολον [869, 401, 918, 415]
imports-total-1950: Σύνολον 10μήνου 1950: 330,0 [535, 1540, 705, 1553]
paragraph: Τὸ συνδεόμενον μὲ τὴν σταθερότητα τοῦ νομίσματος θέμα τῆς χρυσῆς λίρας, παρουσίασε κατὰ τοὺς τελευταίους μῆνας τοῦ λήξαντος ἔτους κρίσιμον ὀξύτητα. Ἡ τιμὴ της διετηρήθη ἀπὸ τὴν ἀρχὴν τοῦ ἔτους μέχρι τοῦ Μαΐου εἰς τὰ περὶ τὰς 220 — 226.000 δραχμάς, ἐκάθη διὰ μικρὸν χρονικὸν διάστημα καὶ κάτω τῶν 200.000, ἀλλὰ κατὰ τοὺς μετέπειτα μῆνας ἰδίως δὲ ἀπὸ τὸν Νοέμβριον καὶ ἐντεῦθεν ἡ τιμὴ τῆς χρυσῆς λίρας εἶχε σαφεῖς τάσεις ἀνόδου. Κατὰ τὴν τελευταίαν αὐτὴν περίοδον ἐσημειώθη δυναμικὰ καλύψεως διὰ κρατικῶν, ὡς συνήθως, πωλήσεων τῆς αὐξήσεως ζητήσεως, καὶ ἡ πελάτῃ τῶν εὐρύτερον δυσμενεῖς ἀντίκτυπον, ὁπροεχιζέντος κατόπιν τῆς ἀφίξεως μεγάλων φορτίων χρυσῶν λιρῶν καὶ τῶν ἐπισήμων διαβεβαιώσεων περὶ ἱκανοποιήσεως οἱασδήποτε ζητήσεως. [1145, 1178, 1495, 1387]
table-cell: Σύνολον . . [113, 1468, 176, 1481]
chart-annotation: Ρυθμὸς ἐκ ξένων [1216, 606, 1277, 616]
table-cell: Σεπτ. .. [683, 1472, 725, 1485]
table-header-cell [795, 393, 867, 423]
